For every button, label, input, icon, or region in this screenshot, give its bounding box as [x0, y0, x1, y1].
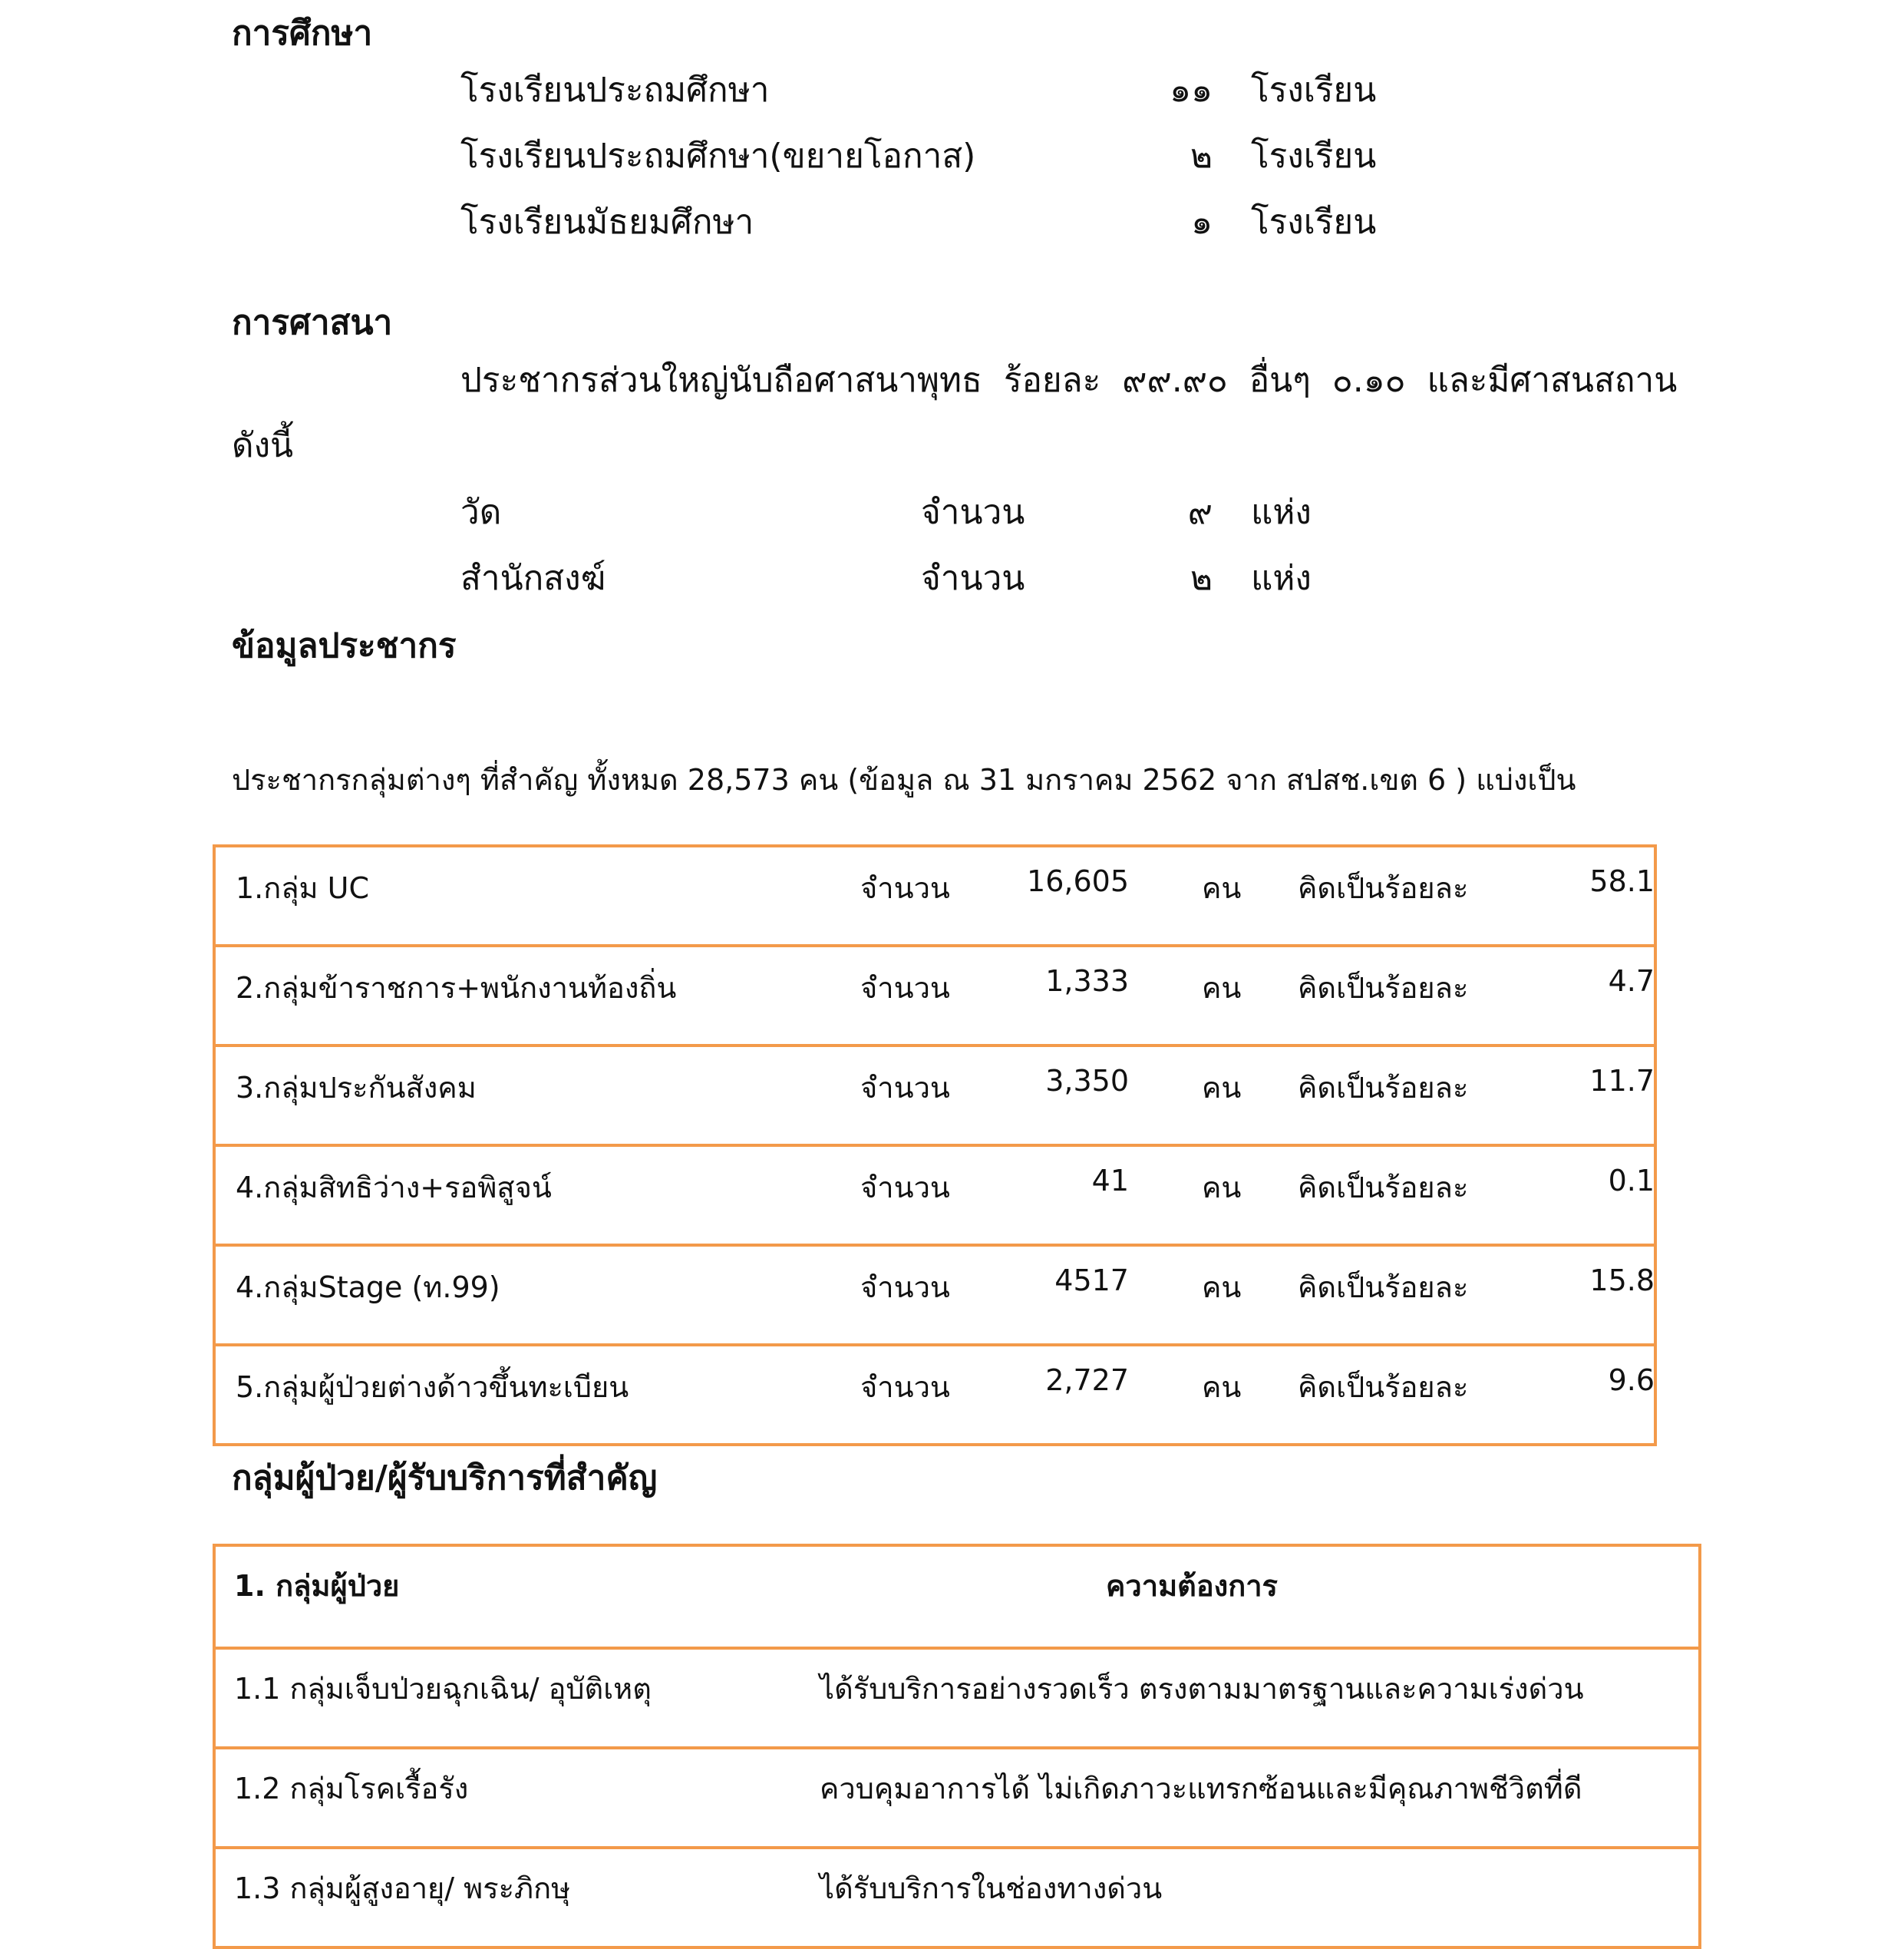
religion-row-word: จำนวน [921, 559, 1025, 598]
count-value: 4517 [1054, 1264, 1129, 1297]
count-label: จำนวน [860, 971, 950, 1005]
column-header-needs: ความต้องการ [1106, 1569, 1278, 1603]
percent-value: 15.8 [1589, 1264, 1655, 1297]
count-unit: คน [1202, 871, 1242, 905]
religion-row-unit: แห่ง [1251, 493, 1312, 532]
group-name: 4.กลุ่มStage (ท.99) [236, 1270, 500, 1304]
count-unit: คน [1202, 1171, 1242, 1204]
patients-heading: กลุ่มผู้ป่วย/ผู้รับบริการที่สำคัญ [232, 1458, 658, 1498]
count-label: จำนวน [860, 1370, 950, 1404]
patient-need: ได้รับบริการอย่างรวดเร็ว ตรงตามมาตรฐานและความเร่งด่วน [820, 1672, 1584, 1706]
table-row [214, 1145, 1655, 1245]
count-label: จำนวน [860, 1270, 950, 1304]
religion-row-count: ๒ [1190, 559, 1213, 598]
count-label: จำนวน [860, 1171, 950, 1204]
edu-row-label: โรงเรียนมัธยมศึกษา [460, 203, 754, 242]
patient-group: 1.1 กลุ่มเจ็บป่วยฉุกเฉิน/ อุบัติเหตุ [234, 1672, 652, 1706]
group-name: 3.กลุ่มประกันสังคม [236, 1071, 477, 1105]
percent-value: 0.1 [1608, 1164, 1655, 1197]
patient-need: ควบคุมอาการได้ ไม่เกิดภาวะแทรกซ้อนและมีคุณภาพชีวิตที่ดี [820, 1772, 1582, 1805]
count-value: 41 [1091, 1164, 1129, 1197]
religion-row-label: สำนักสงฆ์ [460, 559, 606, 598]
percent-label: คิดเป็นร้อยละ [1298, 1370, 1469, 1404]
edu-row-unit: โรงเรียน [1251, 137, 1377, 176]
patient-group: 1.2 กลุ่มโรคเรื้อรัง [234, 1772, 469, 1805]
edu-row-count: ๑ [1191, 203, 1213, 242]
religion-row-label: วัด [460, 493, 502, 532]
count-value: 1,333 [1045, 964, 1129, 998]
percent-label: คิดเป็นร้อยละ [1298, 971, 1469, 1005]
religion-row-word: จำนวน [921, 493, 1025, 532]
count-value: 16,605 [1027, 864, 1129, 898]
table-row [214, 1046, 1655, 1145]
percent-value: 58.1 [1589, 864, 1655, 898]
group-name: 2.กลุ่มข้าราชการ+พนักงานท้องถิ่น [236, 971, 677, 1005]
edu-row-count: ๒ [1190, 137, 1213, 176]
religion-heading: การศาสนา [232, 303, 393, 342]
percent-value: 9.6 [1608, 1363, 1655, 1397]
edu-row-unit: โรงเรียน [1251, 71, 1377, 110]
education-heading: การศึกษา [232, 14, 373, 53]
count-label: จำนวน [860, 871, 950, 905]
percent-value: 11.7 [1589, 1064, 1655, 1098]
table-row [214, 1748, 1700, 1848]
count-value: 2,727 [1045, 1363, 1129, 1397]
count-unit: คน [1202, 1370, 1242, 1404]
religion-row-count: ๙ [1187, 493, 1213, 532]
edu-row-label: โรงเรียนประถมศึกษา(ขยายโอกาส) [460, 137, 976, 176]
count-unit: คน [1202, 971, 1242, 1005]
population-heading: ข้อมูลประชากร [232, 626, 457, 666]
group-name: 1.กลุ่ม UC [236, 871, 370, 905]
edu-row-label: โรงเรียนประถมศึกษา [460, 71, 770, 110]
table-row [214, 1648, 1700, 1748]
group-name: 5.กลุ่มผู้ป่วยต่างด้าวขึ้นทะเบียน [236, 1370, 629, 1404]
patient-group: 1.3 กลุ่มผู้สูงอายุ/ พระภิกษุ [234, 1871, 571, 1905]
religion-paragraph-line2: ดังนี้ [232, 426, 294, 465]
group-name: 4.กลุ่มสิทธิว่าง+รอพิสูจน์ [236, 1171, 552, 1204]
table-row [214, 1245, 1655, 1345]
religion-paragraph-line1: ประชากรส่วนใหญ่นับถือศาสนาพุทธ ร้อยละ ๙๙.๙๐ อื่นๆ ๐.๑๐ และมีศาสนสถาน [460, 361, 1678, 400]
population-intro: ประชากรกลุ่มต่างๆ ที่สำคัญ ทั้งหมด 28,573 คน (ข้อมูล ณ 31 มกราคม 2562 จาก สปสช.เขต 6 ) แบ่งเป็น [232, 763, 1576, 797]
edu-row-count: ๑๑ [1170, 71, 1213, 110]
column-header-group: 1. กลุ่มผู้ป่วย [234, 1569, 400, 1603]
table-header-row [214, 1545, 1700, 1648]
table-row [214, 846, 1655, 946]
religion-row-unit: แห่ง [1251, 559, 1312, 598]
table-row [214, 1345, 1655, 1445]
table-row [214, 946, 1655, 1046]
percent-label: คิดเป็นร้อยละ [1298, 1071, 1469, 1105]
percent-value: 4.7 [1608, 964, 1655, 998]
count-unit: คน [1202, 1270, 1242, 1304]
percent-label: คิดเป็นร้อยละ [1298, 1270, 1469, 1304]
edu-row-unit: โรงเรียน [1251, 203, 1377, 242]
percent-label: คิดเป็นร้อยละ [1298, 1171, 1469, 1204]
percent-label: คิดเป็นร้อยละ [1298, 871, 1469, 905]
table-row [214, 1848, 1700, 1947]
population-table [213, 844, 1657, 1446]
patient-needs-table [213, 1544, 1701, 1949]
count-unit: คน [1202, 1071, 1242, 1105]
count-label: จำนวน [860, 1071, 950, 1105]
count-value: 3,350 [1045, 1064, 1129, 1098]
patient-need: ได้รับบริการในช่องทางด่วน [820, 1871, 1163, 1905]
